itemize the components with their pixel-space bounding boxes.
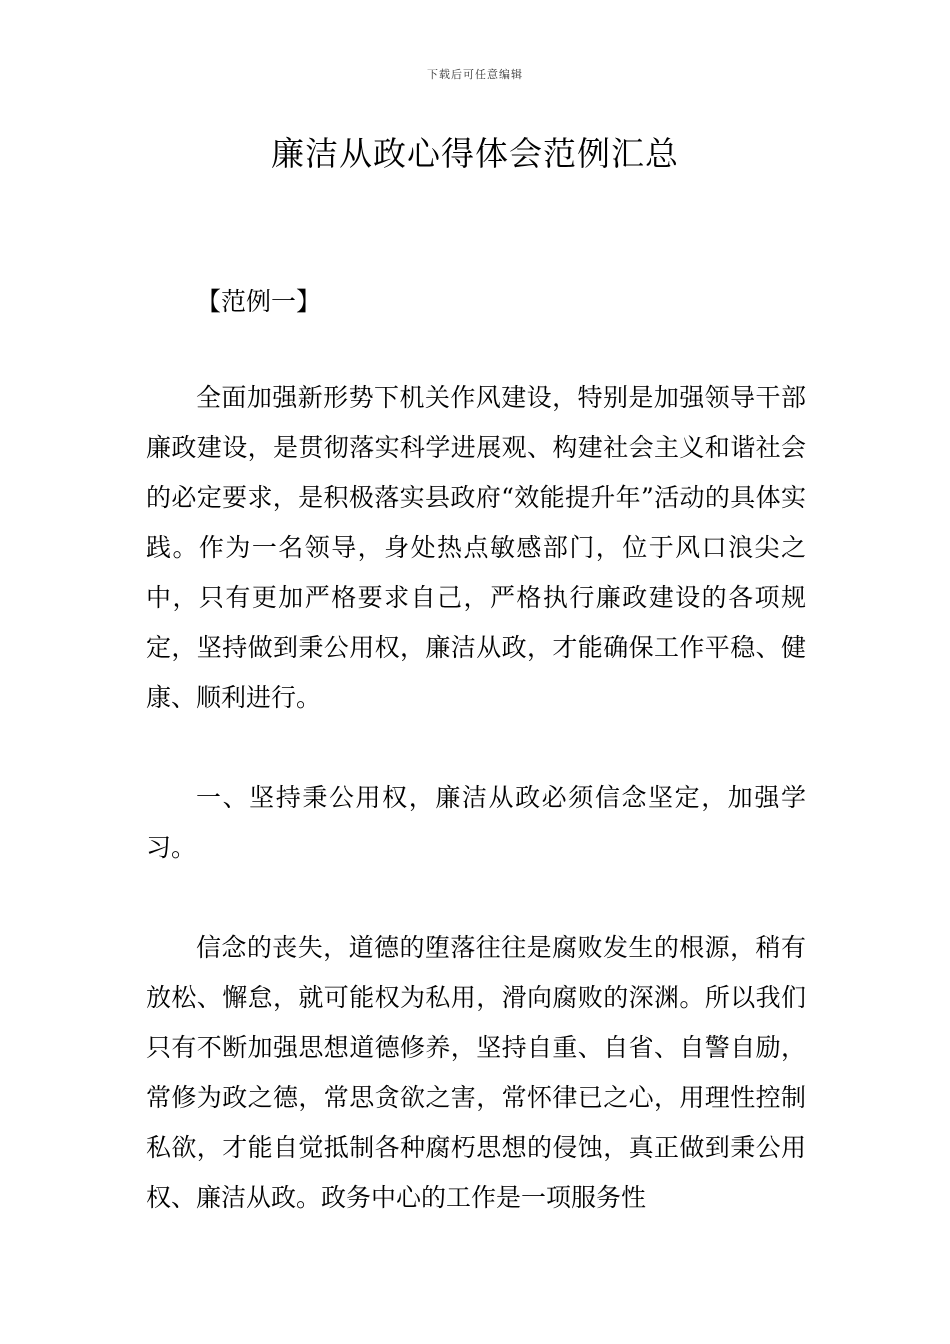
section-label: 【范例一】 [196,287,322,316]
document-title: 廉洁从政心得体会范例汇总 [271,134,679,173]
paragraph-body: 信念的丧失，道德的堕落往往是腐败发生的根源，稍有放松、懈怠，就可能权为私用，滑向腐败的深渊。所以我们只有不断加强思想道德修养，坚持自重、自省、自警自励，常修为政之德，常思贪欲之害，常怀律已之心，用理性控制私欲，才能自觉抵制各种腐朽思想的侵蚀，真正做到秉公用权、廉洁从政。政务中心的工作是一项服务性 [146,933,806,1212]
paragraph-heading-one: 一、坚持秉公用权，廉洁从政必须信念坚定，加强学习。 [146,783,806,862]
paragraph-intro: 全面加强新形势下机关作风建设，特别是加强领导干部廉政建设，是贯彻落实科学进展观、构建社会主义和谐社会的必定要求，是积极落实县政府“效能提升年”活动的具体实践。作为一名领导，身处热点敏感部门，位于风口浪尖之中，只有更加严格要求自己，严格执行廉政建设的各项规定，坚持做到秉公用权，廉洁从政，才能确保工作平稳、健康、顺利进行。 [146,383,806,712]
header-note: 下载后可任意编辑 [427,68,523,81]
